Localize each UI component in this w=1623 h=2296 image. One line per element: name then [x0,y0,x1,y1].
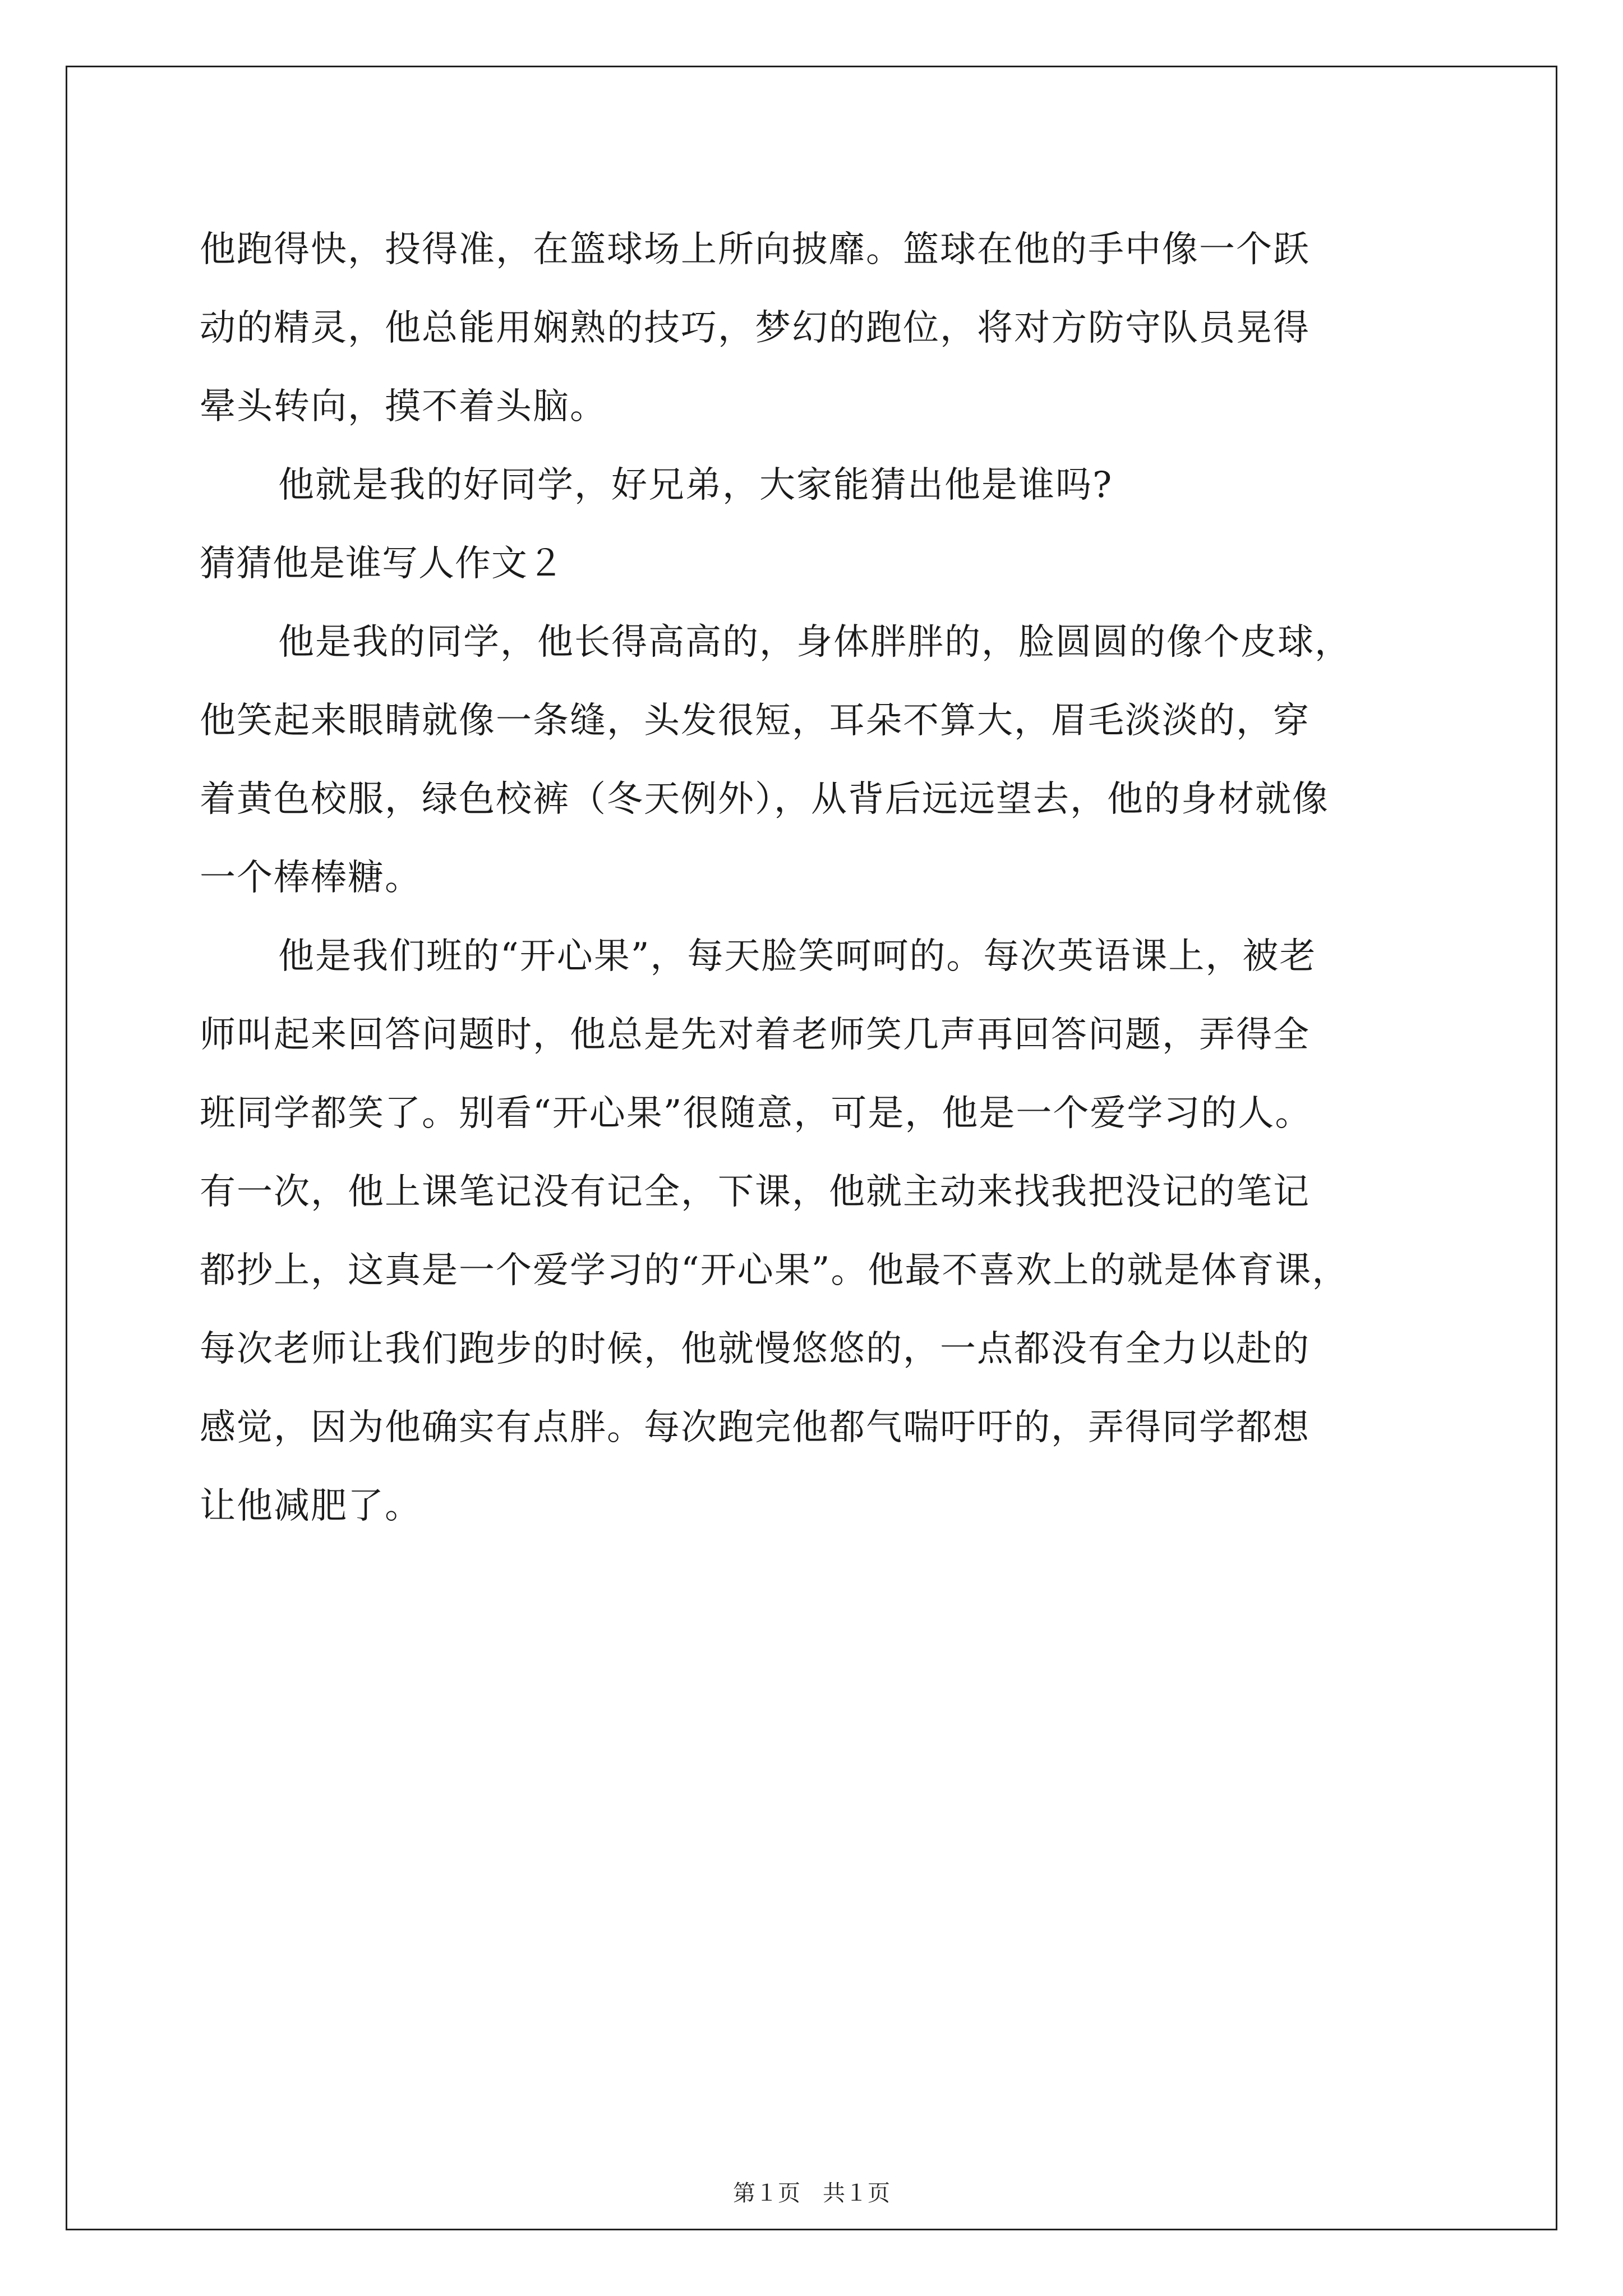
text-line: 他笑起来眼睛就像一条缝，头发很短，耳朵不算大，眉毛淡淡的，穿 [200,700,1310,742]
text-line: 班同学都笑了。别看“开心果”很随意，可是，他是一个爱学习的人。 [200,1093,1312,1134]
text-line: 每次老师让我们跑步的时候，他就慢悠悠的，一点都没有全力以赴的 [200,1328,1310,1370]
page-number-footer: 第１页 共１页 [733,2180,890,2206]
text-line: 他跑得快，投得准，在篮球场上所向披靡。篮球在他的手中像一个跃 [200,229,1310,270]
text-line: 感觉，因为他确实有点胖。每次跑完他都气喘吁吁的，弄得同学都想 [200,1407,1310,1448]
text-line: 一个棒棒糖。 [200,857,422,899]
paragraph [200,210,1433,446]
document-body [200,210,1433,1545]
text-line: 他是我的同学，他长得高高的，身体胖胖的，脸圆圆的像个皮球， [278,622,1352,663]
text-line: 都抄上，这真是一个爱学习的“开心果”。他最不喜欢上的就是体育课， [200,1250,1349,1291]
text-line: 晕头转向，摸不着头脑。 [200,386,607,427]
text-line: 着黄色校服，绿色校裤（冬天例外），从背后远远望去，他的身材就像 [200,779,1329,820]
text-line: 动的精灵，他总能用娴熟的技巧，梦幻的跑位，将对方防守队员晃得 [200,307,1310,349]
paragraph [200,446,1433,524]
text-line: 师叫起来回答问题时，他总是先对着老师笑几声再回答问题，弄得全 [200,1014,1310,1056]
text-line: 他就是我的好同学，好兄弟，大家能猜出他是谁吗? [278,464,1113,506]
text-line: 他是我们班的“开心果”，每天脸笑呵呵的。每次英语课上，被老 [278,936,1317,977]
section-heading: 猜猜他是谁写人作文２ [200,543,564,585]
paragraph [200,603,1433,917]
text-line: 有一次，他上课笔记没有记全，下课，他就主动来找我把没记的笔记 [200,1171,1310,1213]
text-line: 让他减肥了。 [200,1485,422,1527]
paragraph [200,917,1433,1545]
